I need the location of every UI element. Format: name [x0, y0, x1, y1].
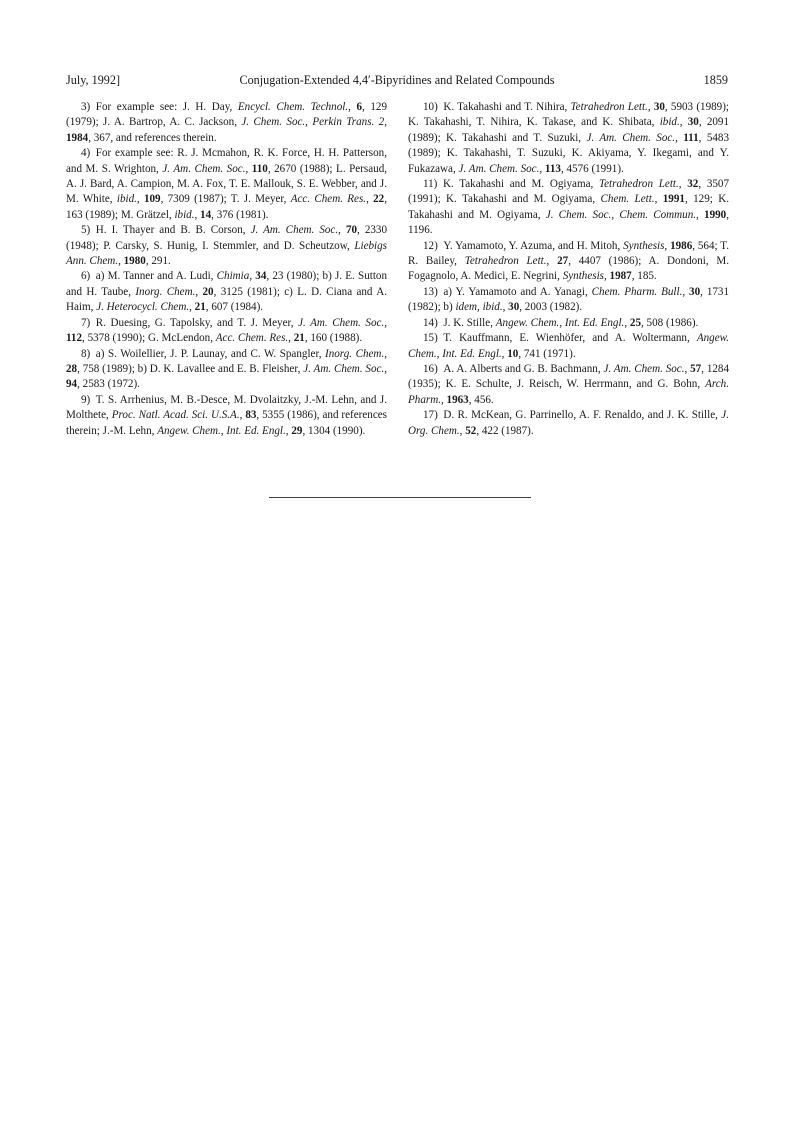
reference-item — [66, 223, 387, 269]
reference-number: 4) — [81, 147, 96, 160]
reference-item — [66, 393, 387, 439]
reference-number: 14) — [423, 316, 444, 329]
reference-item — [408, 239, 729, 285]
end-rule — [269, 497, 531, 498]
reference-text: R. Duesing, G. Tapolsky, and T. J. Meyer, J. Am. Chem. Soc., 112, 5378 (1990); G. McLendon, Acc. Chem. Res., 21, 160 (1988). — [66, 316, 387, 345]
reference-text: a) Y. Yamamoto and A. Yanagi, Chem. Pharm. Bull., 30, 1731 (1982); b) idem, ibid., 30, 2003 (1982). — [408, 285, 730, 314]
reference-text: K. Takahashi and M. Ogiyama, Tetrahedron Lett., 32, 3507 (1991); K. Takahashi and M. Ogiyama, Chem. Lett., 1991, 129; K. Takahashi and M. Ogiyama, J. Chem. Soc., Chem. Commun., 1990, 1196. — [408, 178, 730, 237]
references-column-right — [408, 100, 729, 439]
reference-item — [408, 100, 729, 177]
reference-number: 9) — [81, 393, 96, 406]
reference-text: A. A. Alberts and G. B. Bachmann, J. Am. Chem. Soc., 57, 1284 (1935); K. E. Schulte, J. Reisch, W. Herrmann, and G. Bohn, Arch. Pharm., 1963, 456. — [408, 362, 730, 406]
references-column-left — [66, 100, 387, 439]
reference-text: Y. Yamamoto, Y. Azuma, and H. Mitoh, Synthesis, 1986, 564; T. R. Bailey, Tetrahedron Lett., 27, 4407 (1986); A. Dondoni, M. Fogagnolo, A. Medici, E. Negrini, Synthesis, 1987, 185. — [408, 239, 730, 283]
reference-text: a) S. Woilellier, J. P. Launay, and C. W. Spangler, Inorg. Chem., 28, 758 (1989); b) D. K. Lavallee and E. B. Fleisher, J. Am. Chem. Soc., 94, 2583 (1972). — [66, 347, 388, 391]
reference-number: 15) — [423, 332, 444, 345]
reference-item — [408, 177, 729, 239]
reference-item — [408, 408, 729, 439]
running-header — [66, 72, 728, 88]
reference-number: 17) — [423, 409, 444, 422]
reference-number: 8) — [81, 347, 96, 360]
reference-item — [66, 146, 387, 223]
reference-item — [408, 331, 729, 362]
reference-number: 5) — [81, 224, 96, 237]
reference-text: T. S. Arrhenius, M. B.-Desce, M. Dvolaitzky, J.-M. Lehn, and J. Molthete, Proc. Natl. Acad. Sci. U.S.A., 83, 5355 (1986), and references therein; J.-M. Lehn, Angew. Chem., Int. Ed. Engl., 29, 1304 (1990). — [66, 393, 387, 437]
reference-number: 7) — [81, 316, 96, 329]
reference-item — [66, 347, 387, 393]
header-title: Conjugation-Extended 4,4′-Bipyridines and Related Compounds — [239, 73, 555, 87]
reference-item — [66, 269, 387, 315]
reference-number: 10) — [423, 101, 444, 113]
reference-item — [408, 285, 729, 316]
reference-number: 12) — [423, 239, 444, 252]
reference-number: 3) — [81, 101, 96, 113]
reference-item — [408, 316, 729, 331]
reference-text: T. Kauffmann, E. Wienhöfer, and A. Woltermann, Angew. Chem., Int. Ed. Engl., 10, 741 (1971). — [408, 332, 729, 360]
reference-item — [66, 100, 387, 146]
reference-number: 11) — [423, 178, 443, 191]
reference-text: J. K. Stille, Angew. Chem., Int. Ed. Engl., 25, 508 (1986). — [443, 316, 699, 329]
reference-number: 16) — [423, 362, 444, 375]
reference-text: K. Takahashi and T. Nihira, Tetrahedron Lett., 30, 5903 (1989); K. Takahashi, T. Nihira, K. Takase, and K. Shibata, ibid., 30, 2091 (1989); K. Takahashi and T. Suzuki, J. Am. Chem. Soc., 111, 5483 (1989); K. Takahashi, T. Suzuki, K. Akiyama, Y. Ikegami, and Y. Fukazawa, J. Am. Chem. Soc., 113, 4576 (1991). — [408, 101, 730, 175]
header-date: July, 1992] — [66, 73, 121, 87]
reference-text: a) M. Tanner and A. Ludi, Chimia, 34, 23 (1980); b) J. E. Sutton and H. Taube, Inorg. Chem., 20, 3125 (1981); c) L. D. Ciana and A. Haim, J. Heterocycl. Chem., 21, 607 (1984). — [66, 270, 388, 314]
reference-text: For example see: J. H. Day, Encycl. Chem. Technol., 6, 129 (1979); J. A. Bartrop, A. C. Jackson, J. Chem. Soc., Perkin Trans. 2, 1984, 367, and references therein. — [66, 101, 387, 144]
reference-number: 13) — [423, 285, 444, 298]
reference-text: For example see: R. J. Mcmahon, R. K. Force, H. H. Patterson, and M. S. Wrighton, J. Am. Chem. Soc., 110, 2670 (1988); L. Persaud, A. J. Bard, A. Campion, M. A. Fox, T. E. Mallouk, S. E. Webber, and J. M. White, ibid., 109, 7309 (1987); T. J. Meyer, Acc. Chem. Res., 22, 163 (1989); M. Grätzel, ibid., 14, 376 (1981). — [66, 147, 388, 221]
reference-text: H. I. Thayer and B. B. Corson, J. Am. Chem. Soc., 70, 2330 (1948); P. Carsky, S. Hunig, I. Stemmler, and D. Scheutzow, Liebigs Ann. Chem., 1980, 291. — [66, 224, 388, 268]
reference-item — [66, 316, 387, 347]
page-number: 1859 — [703, 73, 728, 87]
reference-item — [408, 362, 729, 408]
reference-text: D. R. McKean, G. Parrinello, A. F. Renaldo, and J. K. Stille, J. Org. Chem., 52, 422 (1987). — [408, 409, 729, 437]
reference-number: 6) — [81, 270, 96, 283]
